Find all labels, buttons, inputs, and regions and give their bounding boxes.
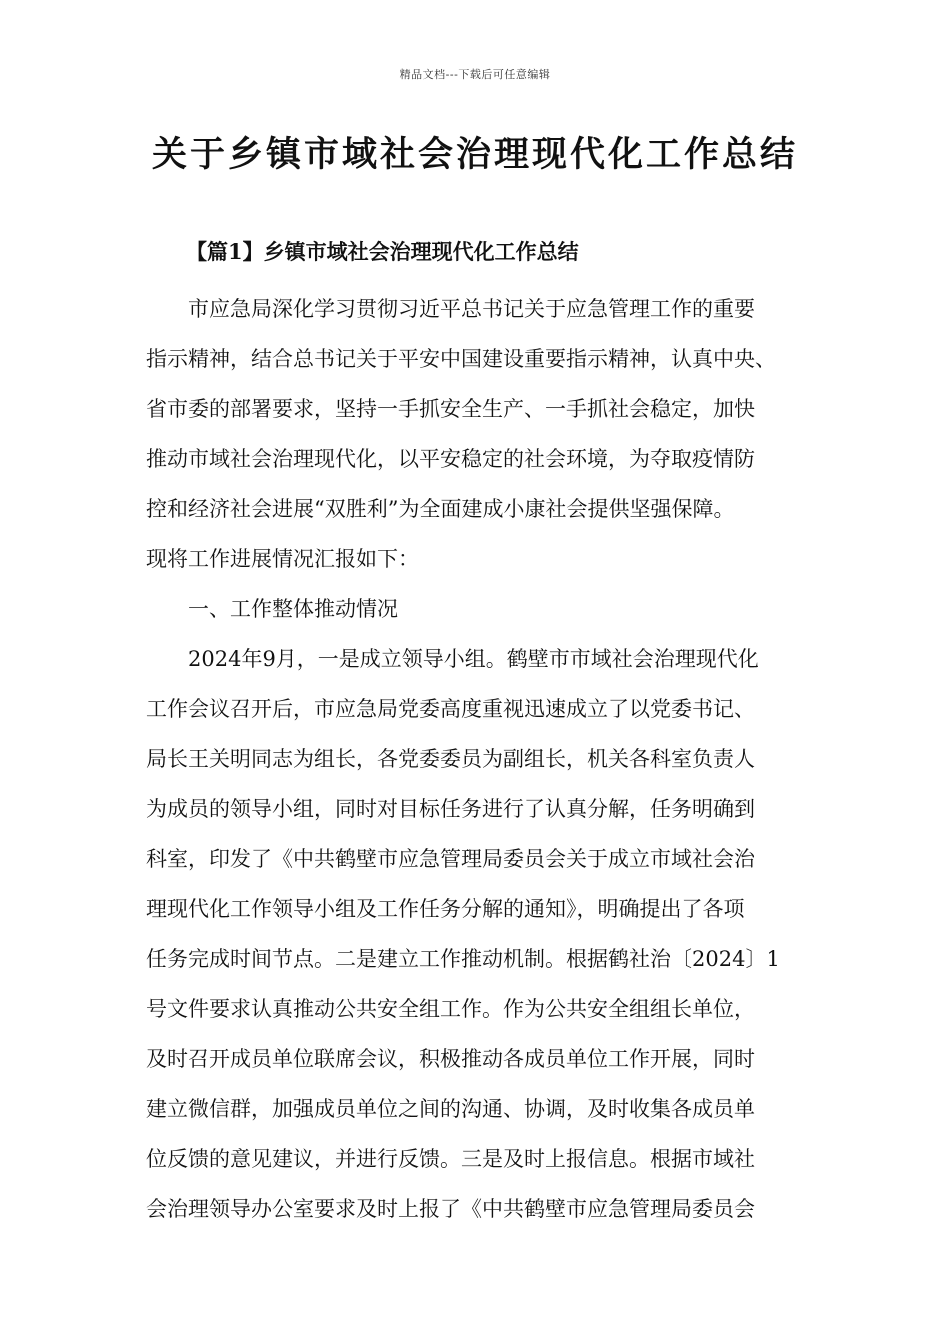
paragraph-line: 市应急局深化学习贯彻习近平总书记关于应急管理工作的重要 — [188, 297, 755, 321]
subsection-heading: 一、工作整体推动情况 — [188, 597, 398, 621]
paragraph-line: 建立微信群，加强成员单位之间的沟通、协调，及时收集各成员单 — [146, 1097, 755, 1121]
paragraph-line: 现将工作进展情况汇报如下： — [146, 547, 419, 571]
paragraph-line: 推动市域社会治理现代化，以平安稳定的社会环境，为夺取疫情防 — [146, 447, 755, 471]
paragraph-line: 及时召开成员单位联席会议，积极推动各成员单位工作开展，同时 — [146, 1047, 755, 1071]
header-note: 精品文档---下载后可任意编辑 — [399, 68, 551, 81]
paragraph-line: 理现代化工作领导小组及工作任务分解的通知》，明确提出了各项 — [146, 897, 745, 921]
paragraph-line: 控和经济社会进展“双胜利”为全面建成小康社会提供坚强保障。 — [146, 497, 735, 521]
paragraph-line: 位反馈的意见建议，并进行反馈。三是及时上报信息。根据市域社 — [146, 1147, 755, 1171]
paragraph-line: 省市委的部署要求，坚持一手抓安全生产、一手抓社会稳定，加快 — [146, 397, 755, 421]
section-heading: 【篇1】乡镇市域社会治理现代化工作总结 — [186, 239, 579, 264]
paragraph-line: 2024年9月，一是成立领导小组。鹤壁市市域社会治理现代化 — [188, 647, 759, 671]
paragraph-line: 为成员的领导小组，同时对目标任务进行了认真分解，任务明确到 — [146, 797, 755, 821]
paragraph-line: 任务完成时间节点。二是建立工作推动机制。根据鹤社治〔2024〕1 — [146, 947, 780, 971]
document-body — [146, 284, 836, 1234]
paragraph-line: 会治理领导办公室要求及时上报了《中共鹤壁市应急管理局委员会 — [146, 1197, 755, 1221]
paragraph-line: 局长王关明同志为组长，各党委委员为副组长，机关各科室负责人 — [146, 747, 755, 771]
paragraph-line: 指示精神，结合总书记关于平安中国建设重要指示精神，认真中央、 — [146, 347, 776, 371]
paragraph-line: 号文件要求认真推动公共安全组工作。作为公共安全组组长单位， — [146, 997, 755, 1021]
paragraph-line: 工作会议召开后，市应急局党委高度重视迅速成立了以党委书记、 — [146, 697, 755, 721]
paragraph-line: 科室，印发了《中共鹤壁市应急管理局委员会关于成立市域社会治 — [146, 847, 755, 871]
document-title: 关于乡镇市域社会治理现代化工作总结 — [151, 135, 798, 175]
